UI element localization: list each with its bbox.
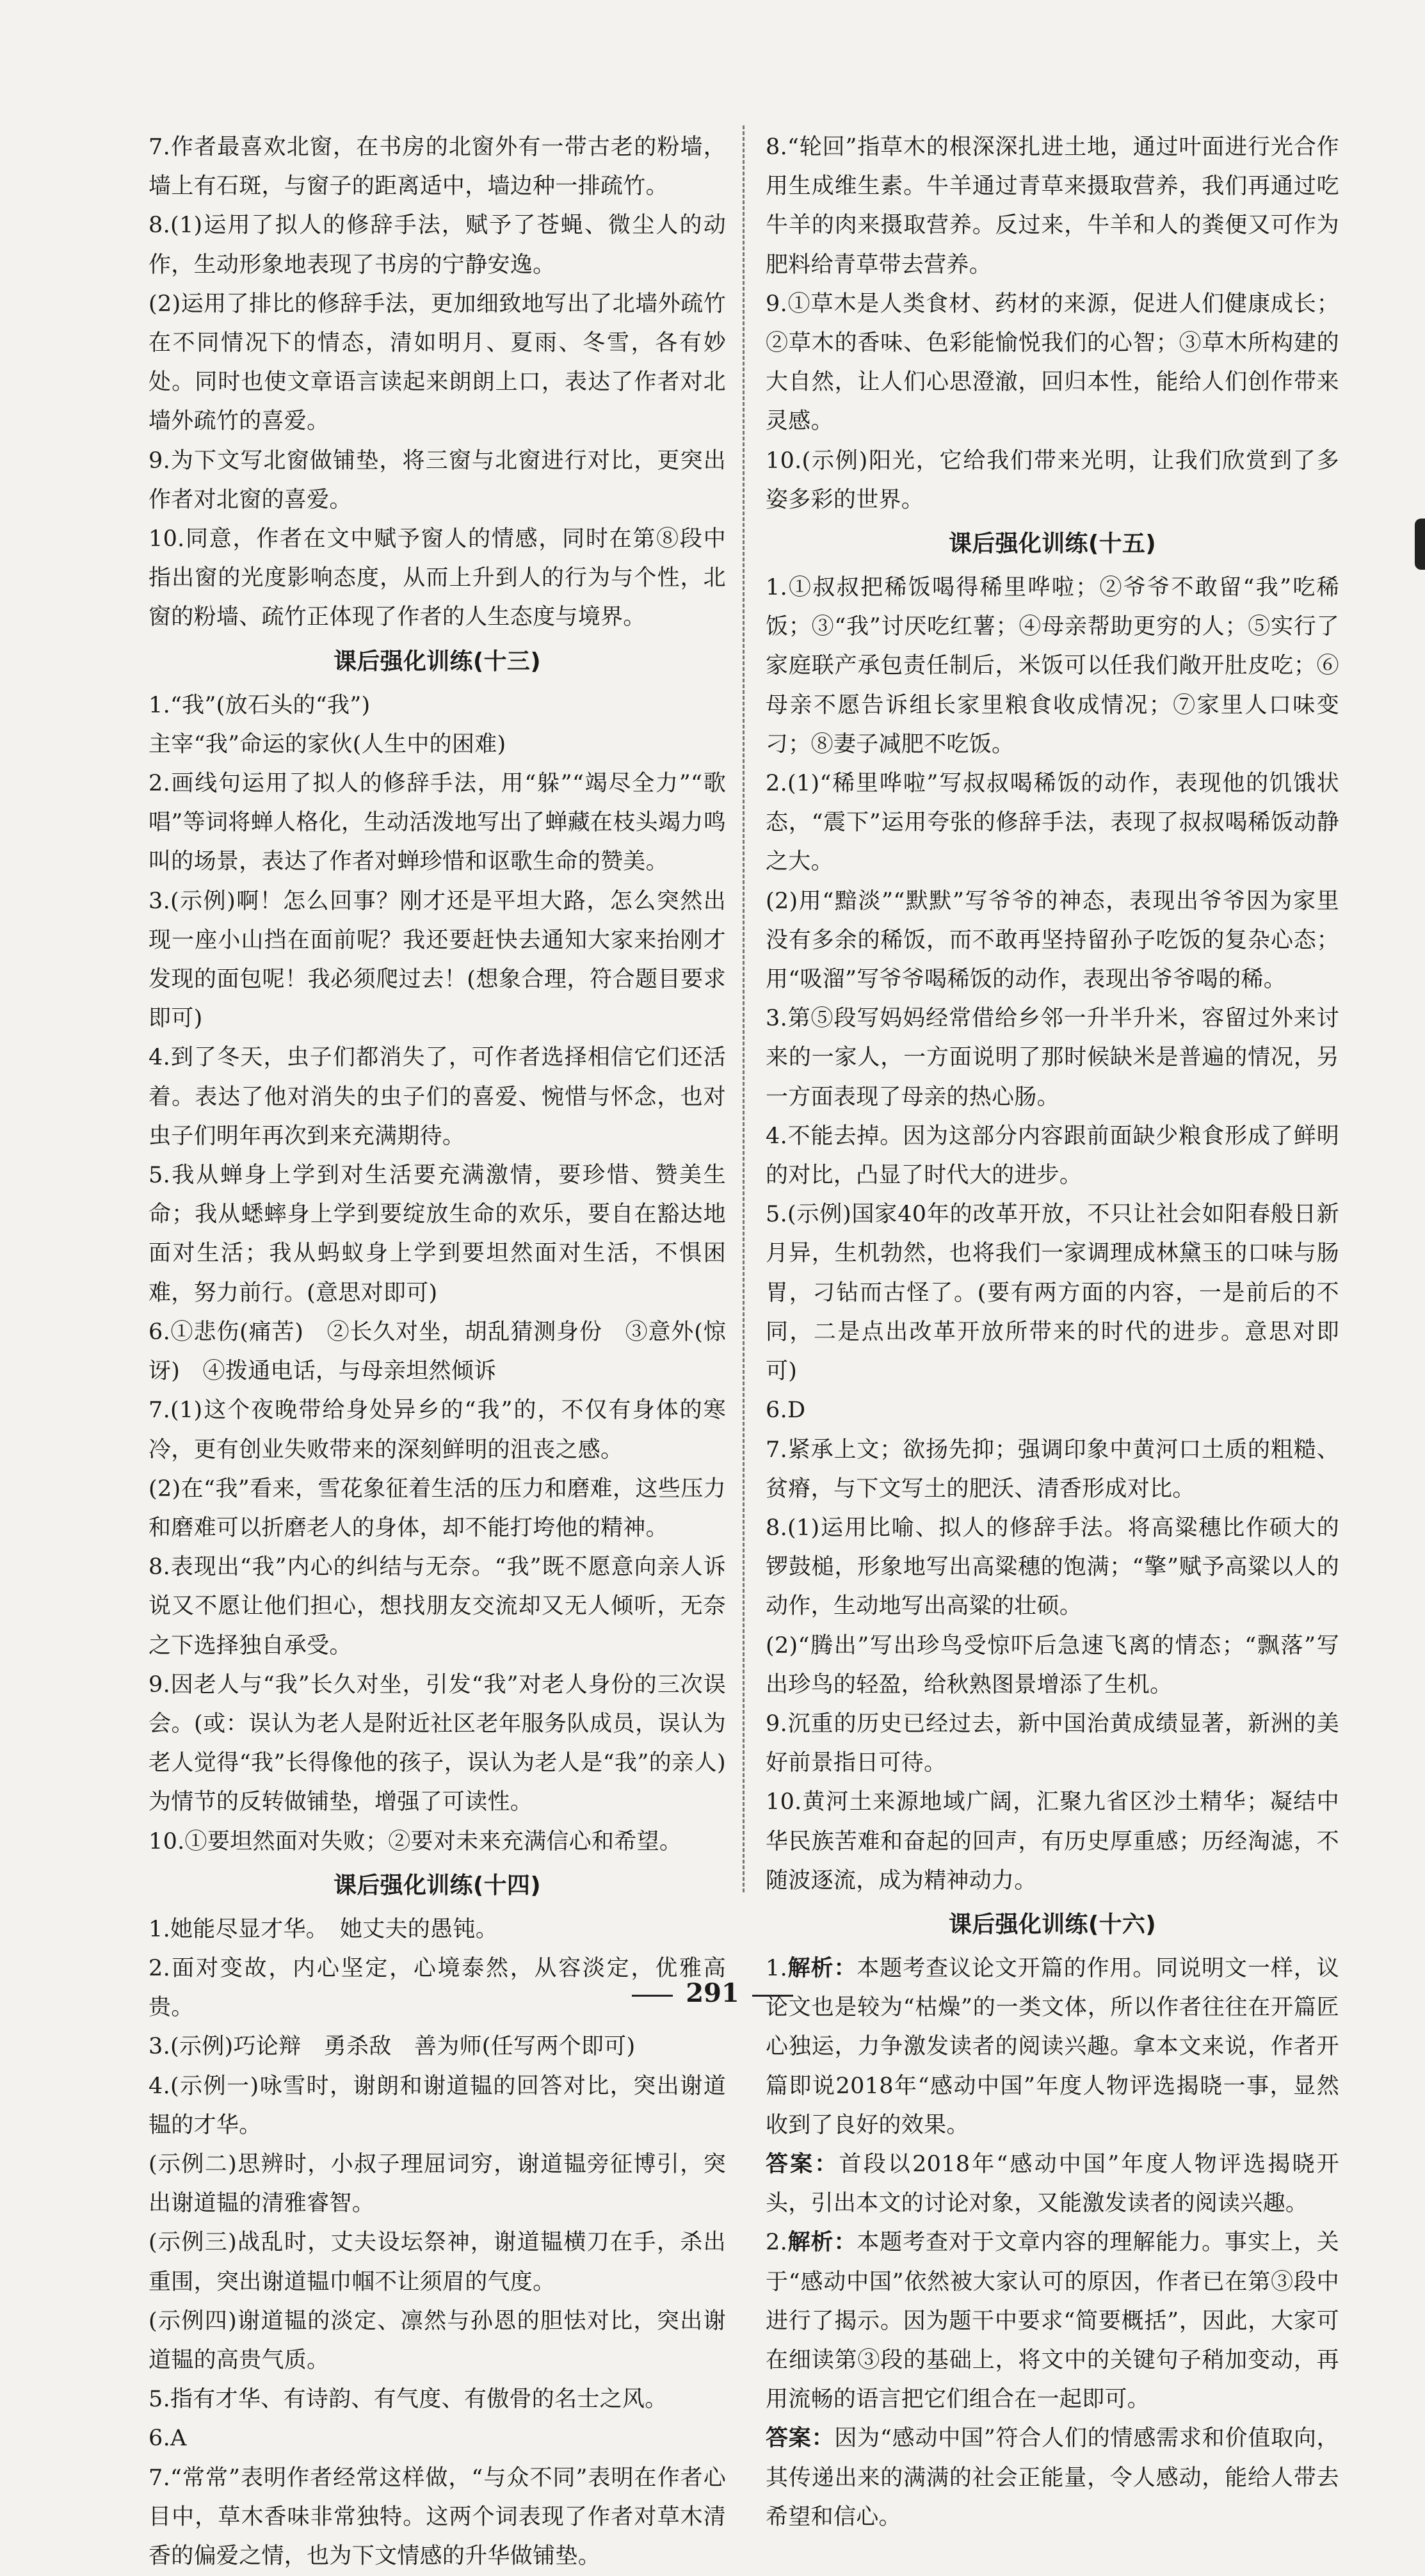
answer-paragraph: (2)在“我”看来，雪花象征着生活的压力和磨难，这些压力和磨难可以折磨老人的身体，却不能打垮他的精神。 xyxy=(149,1476,726,1541)
answer-paragraph: 1.她能尽显才华。 她丈夫的愚钝。 xyxy=(149,1916,498,1942)
page-number-text: 291 xyxy=(686,1978,739,2008)
answer-paragraph xyxy=(766,2145,1339,2223)
answer-paragraph: 7.作者最喜欢北窗，在书房的北窗外有一带古老的粉墙，墙上有石斑，与窗子的距离适中，墙边种一排疏竹。 xyxy=(149,134,726,200)
answer-paragraph: 5.(示例)国家40年的改革开放，不只让社会如阳春般日新月异，生机勃然，也将我们一家调理成林黛玉的口味与肠胃，刁钻而古怪了。(要有两方面的内容，一是前后的不同，二是点出改革开放所带来的时代的进步。意思对即可) xyxy=(766,1202,1339,1385)
section-heading: 课后强化训练(十六) xyxy=(949,1911,1156,1938)
answer-label: 答案： xyxy=(766,2151,839,2177)
answer-paragraph: 3.第⑤段写妈妈经常借给乡邻一升半升米，容留过外来讨来的一家人，一方面说明了那时候缺米是普遍的情况，另一方面表现了母亲的热心肠。 xyxy=(766,1006,1339,1110)
answer-paragraph: 5.指有才华、有诗韵、有气度、有傲骨的名士之风。 xyxy=(149,2387,668,2413)
answer-paragraph: (2)“腾出”写出珍鸟受惊吓后急速飞离的情态；“飘落”写出珍鸟的轻盈，给秋熟图景增添了生机。 xyxy=(766,1632,1339,1698)
answer-text: 本题考查议论文开篇的作用。同说明文一样，议论文也是较为“枯燥”的一类文体，所以作者往往在开篇匠心独运，力争激发读者的阅读兴趣。拿本文来说，作者开篇即说2018年“感动中国”年度人物评选揭晓一事，显然收到了良好的效果。 xyxy=(766,1955,1339,2138)
answer-paragraph: 7.(1)这个夜晚带给身处异乡的“我”的，不仅有身体的寒冷，更有创业失败带来的深刻鲜明的沮丧之感。 xyxy=(149,1397,726,1463)
answer-paragraph: 9.因老人与“我”长久对坐，引发“我”对老人身份的三次误会。(或：误认为老人是附近社区老年服务队成员，误认为老人觉得“我”长得像他的孩子，误认为老人是“我”的亲人)为情节的反转做铺垫，增强了可读性。 xyxy=(149,1671,726,1815)
page-number-dash-right xyxy=(752,1995,793,1997)
answer-label: 解析： xyxy=(787,2230,857,2256)
left-column xyxy=(149,128,726,2576)
answer-paragraph: (2)用“黯淡”“默默”写爷爷的神态，表现出爷爷因为家里没有多余的稀饭，而不敢再坚持留孙子吃饭的复杂心态；用“吸溜”写爷爷喝稀饭的动作，表现出爷爷喝的稀。 xyxy=(766,888,1339,993)
answer-paragraph: 8.(1)运用了拟人的修辞手法，赋予了苍蝇、微尘人的动作，生动形象地表现了书房的宁静安逸。 xyxy=(149,213,726,278)
answer-paragraph xyxy=(766,2223,1339,2419)
answer-paragraph: 8.(1)运用比喻、拟人的修辞手法。将高粱穗比作硕大的锣鼓槌，形象地写出高粱穗的饱满；“擎”赋予高粱以人的动作，生动地写出高粱的壮硕。 xyxy=(766,1515,1339,1620)
section-heading: 课后强化训练(十四) xyxy=(334,1872,541,1899)
answer-paragraph: 2.面对变故，内心坚定，心境泰然，从容淡定，优雅高贵。 xyxy=(149,1955,726,2021)
answer-paragraph: 10.黄河土来源地域广阔，汇聚九省区沙土精华；凝结中华民族苦难和奋起的回声，有历史厚重感；历经淘滤，不随波逐流，成为精神动力。 xyxy=(766,1789,1339,1894)
answer-paragraph: 8.“轮回”指草木的根深深扎进土地，通过叶面进行光合作用生成维生素。牛羊通过青草来摄取营养，我们再通过吃牛羊的肉来摄取营养。反过来，牛羊和人的粪便又可作为肥料给青草带去营养。 xyxy=(766,134,1339,278)
answer-paragraph: 9.为下文写北窗做铺垫，将三窗与北窗进行对比，更突出作者对北窗的喜爱。 xyxy=(149,447,726,513)
answer-paragraph: (示例三)战乱时，丈夫设坛祭神，谢道韫横刀在手，杀出重围，突出谢道韫巾帼不让须眉的气度。 xyxy=(149,2230,726,2295)
answer-text: 因为“感动中国”符合人们的情感需求和价值取向，其传递出来的满满的社会正能量，令人感动，能给人带去希望和信心。 xyxy=(766,2426,1339,2530)
answer-paragraph: 2.(1)“稀里哗啦”写叔叔喝稀饭的动作，表现他的饥饿状态，“震下”运用夸张的修辞手法，表现了叔叔喝稀饭动静之大。 xyxy=(766,771,1339,875)
right-column xyxy=(766,128,1339,2537)
answer-paragraph: 主宰“我”命运的家伙(人生中的困难) xyxy=(149,731,506,757)
question-number: 1. xyxy=(766,1955,787,1981)
answer-paragraph xyxy=(766,2419,1339,2537)
answer-paragraph: 1.①叔叔把稀饭喝得稀里哗啦；②爷爷不敢留“我”吃稀饭；③“我”讨厌吃红薯；④母亲帮助更穷的人；⑤实行了家庭联产承包责任制后，米饭可以任我们敞开肚皮吃；⑥母亲不愿告诉组长家里粮食收成情况；⑦家里人口味变刁；⑧妻子减肥不吃饭。 xyxy=(766,575,1339,757)
answer-paragraph: 3.(示例)啊！怎么回事？刚才还是平坦大路，怎么突然出现一座小山挡在面前呢？我还要赶快去通知大家来抬刚才发现的面包呢！我必须爬过去！(想象合理，符合题目要求即可) xyxy=(149,888,726,1032)
answer-paragraph: (示例四)谢道韫的淡定、凛然与孙恩的胆怯对比，突出谢道韫的高贵气质。 xyxy=(149,2308,726,2373)
answer-paragraph: 4.不能去掉。因为这部分内容跟前面缺少粮食形成了鲜明的对比，凸显了时代大的进步。 xyxy=(766,1123,1339,1189)
answer-paragraph: 10.(示例)阳光，它给我们带来光明，让我们欣赏到了多姿多彩的世界。 xyxy=(766,447,1339,513)
answer-paragraph: 8.表现出“我”内心的纠结与无奈。“我”既不愿意向亲人诉说又不愿让他们担心，想找朋友交流却又无人倾听，无奈之下选择独自承受。 xyxy=(149,1554,726,1659)
answer-paragraph: 7.“常常”表明作者经常这样做，“与众不同”表明在作者心目中，草木香味非常独特。这两个词表现了作者对草木清香的偏爱之情，也为下文情感的升华做铺垫。 xyxy=(149,2465,726,2569)
answer-label: 解析： xyxy=(787,1955,857,1981)
question-number: 2. xyxy=(766,2230,787,2256)
answer-paragraph: 10.同意，作者在文中赋予窗人的情感，同时在第⑧段中指出窗的光度影响态度，从而上升到人的行为与个性，北窗的粉墙、疏竹正体现了作者的人生态度与境界。 xyxy=(149,526,726,631)
answer-paragraph: (示例二)思辨时，小叔子理屈词穷，谢道韫旁征博引，突出谢道韫的清雅睿智。 xyxy=(149,2151,726,2217)
answer-paragraph: 1.“我”(放石头的“我”) xyxy=(149,692,371,718)
answer-paragraph: 6.A xyxy=(149,2426,187,2452)
answer-paragraph: 4.(示例一)咏雪时，谢朗和谢道韫的回答对比，突出谢道韫的才华。 xyxy=(149,2073,726,2138)
page-edge-tab xyxy=(1415,519,1425,570)
answer-paragraph: 5.我从蝉身上学到对生活要充满激情，要珍惜、赞美生命；我从蟋蟀身上学到要绽放生命的欢乐，要自在豁达地面对生活；我从蚂蚁身上学到要坦然面对生活，不惧困难，努力前行。(意思对即可) xyxy=(149,1163,726,1306)
page-number-dash-left xyxy=(632,1995,673,1997)
answer-paragraph: 6.①悲伤(痛苦) ②长久对坐，胡乱猜测身份 ③意外(惊讶) ④拨通电话，与母亲坦然倾诉 xyxy=(149,1319,726,1385)
answer-paragraph: 9.①草木是人类食材、药材的来源，促进人们健康成长；②草木的香味、色彩能愉悦我们的心智；③草木所构建的大自然，让人们心思澄澈，回归本性，能给人们创作带来灵感。 xyxy=(766,291,1339,435)
answer-text: 本题考查对于文章内容的理解能力。事实上，关于“感动中国”依然被大家认可的原因，作者已在第③段中进行了揭示。因为题干中要求“简要概括”，因此，大家可在细读第③段的基础上，将文中的关键句子稍加变动，再用流畅的语言把它们组合在一起即可。 xyxy=(766,2230,1339,2413)
answer-paragraph: 9.沉重的历史已经过去，新中国治黄成绩显著，新洲的美好前景指日可待。 xyxy=(766,1711,1339,1776)
answer-paragraph: 7.紧承上文；欲扬先抑；强调印象中黄河口土质的粗糙、贫瘠，与下文写土的肥沃、清香形成对比。 xyxy=(766,1437,1339,1502)
answer-paragraph: 6.D xyxy=(766,1397,806,1424)
answer-paragraph: 10.①要坦然面对失败；②要对未来充满信心和希望。 xyxy=(149,1828,682,1855)
answer-text: 首段以2018年“感动中国”年度人物评选揭晓开头，引出本文的讨论对象，又能激发读者的阅读兴趣。 xyxy=(766,2151,1339,2217)
answer-paragraph: 4.到了冬天，虫子们都消失了，可作者选择相信它们还活着。表达了他对消失的虫子们的喜爱、惋惜与怀念，也对虫子们明年再次到来充满期待。 xyxy=(149,1045,726,1149)
answer-paragraph: (2)运用了排比的修辞手法，更加细致地写出了北墙外疏竹在不同情况下的情态，清如明月、夏雨、冬雪，各有妙处。同时也使文章语言读起来朗朗上口，表达了作者对北墙外疏竹的喜爱。 xyxy=(149,291,726,435)
answer-paragraph: 2.画线句运用了拟人的修辞手法，用“躲”“竭尽全力”“歌唱”等词将蝉人格化，生动活泼地写出了蝉藏在枝头竭力鸣叫的场景，表达了作者对蝉珍惜和讴歌生命的赞美。 xyxy=(149,771,726,875)
section-heading: 课后强化训练(十三) xyxy=(334,648,541,675)
column-divider xyxy=(743,125,745,1892)
page-number xyxy=(0,1978,1425,2008)
answer-paragraph: 3.(示例)巧论辩 勇杀敌 善为师(任写两个即可) xyxy=(149,2034,636,2060)
answer-label: 答案： xyxy=(766,2426,835,2452)
section-heading: 课后强化训练(十五) xyxy=(949,531,1156,558)
